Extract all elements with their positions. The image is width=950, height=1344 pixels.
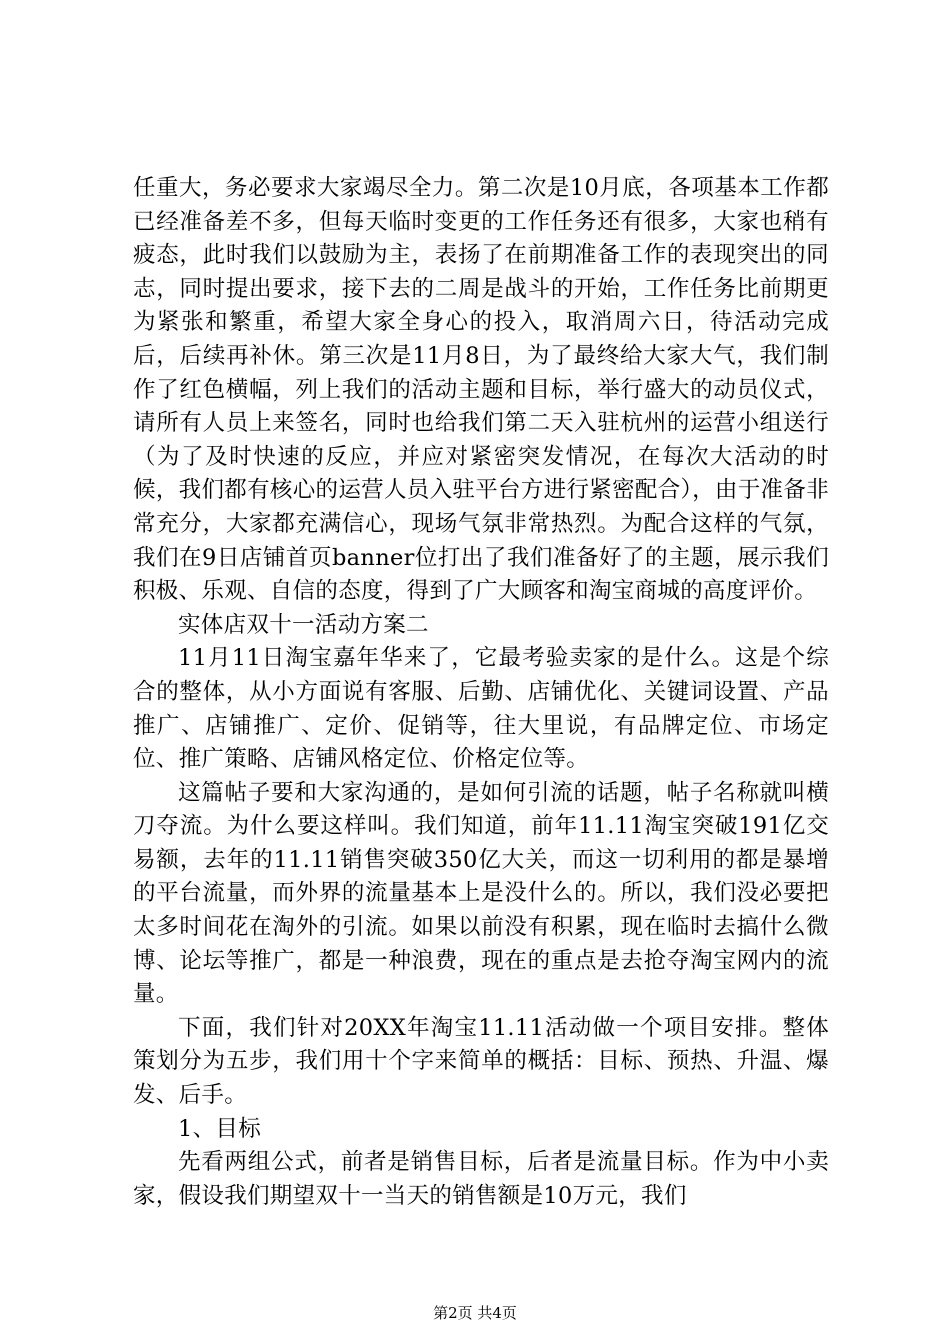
page-number-footer: 第2页 共4页 [433,1304,517,1322]
paragraph-plan: 下面，我们针对20XX年淘宝11.11活动做一个项目安排。整体策划分为五步，我们用十个字来简单的概括：目标、预热、升温、爆发、后手。 [133,1014,829,1109]
paragraph-traffic: 这篇帖子要和大家沟通的，是如何引流的话题，帖子名称就叫横刀夺流。为什么要这样叫。我们知道，前年11.11淘宝突破191亿交易额，去年的11.11销售突破350亿大关，而这一切利用的都是暴增的平台流量，而外界的流量基本上是没什么的。所以，我们没必要把太多时间花在淘外的引流。如果以前没有积累，现在临时去搞什么微博、论坛等推广，都是一种浪费，现在的重点是去抢夺淘宝网内的流量。 [133,779,829,1008]
paragraph-continuation: 任重大，务必要求大家竭尽全力。第二次是10月底，各项基本工作都已经准备差不多，但每天临时变更的工作任务还有很多，大家也稍有疲态，此时我们以鼓励为主，表扬了在前期准备工作的表现突出的同志，同时提出要求，接下去的二周是战斗的开始，工作任务比前期更为紧张和繁重，希望大家全身心的投入，取消周六日，待活动完成后，后续再补休。第三次是11月8日，为了最终给大家大气，我们制作了红色横幅，列上我们的活动主题和目标，举行盛大的动员仪式，请所有人员上来签名，同时也给我们第二天入驻杭州的运营小组送行（为了及时快速的反应，并应对紧密突发情况，在每次大活动的时候，我们都有核心的运营人员入驻平台方进行紧密配合），由于准备非常充分，大家都充满信心，现场气氛非常热烈。为配合这样的气氛，我们在9日店铺首页banner位打出了我们准备好了的主题，展示我们积极、乐观、自信的态度，得到了广大顾客和淘宝商城的高度评价。 [133,175,829,605]
section-heading: 实体店双十一活动方案二 [178,611,429,638]
paragraph-formula: 先看两组公式，前者是销售目标，后者是流量目标。作为中小卖家，假设我们期望双十一当天的销售额是10万元，我们 [133,1149,829,1209]
paragraph-intro: 11月11日淘宝嘉年华来了，它最考验卖家的是什么。这是个综合的整体，从小方面说有客服、后勤、店铺优化、关键词设置、产品推广、店铺推广、定价、促销等，往大里说，有品牌定位、市场定位、推广策略、店铺风格定位、价格定位等。 [133,645,829,773]
subheading-goal: 1、目标 [178,1115,262,1142]
document-body [133,172,829,1213]
